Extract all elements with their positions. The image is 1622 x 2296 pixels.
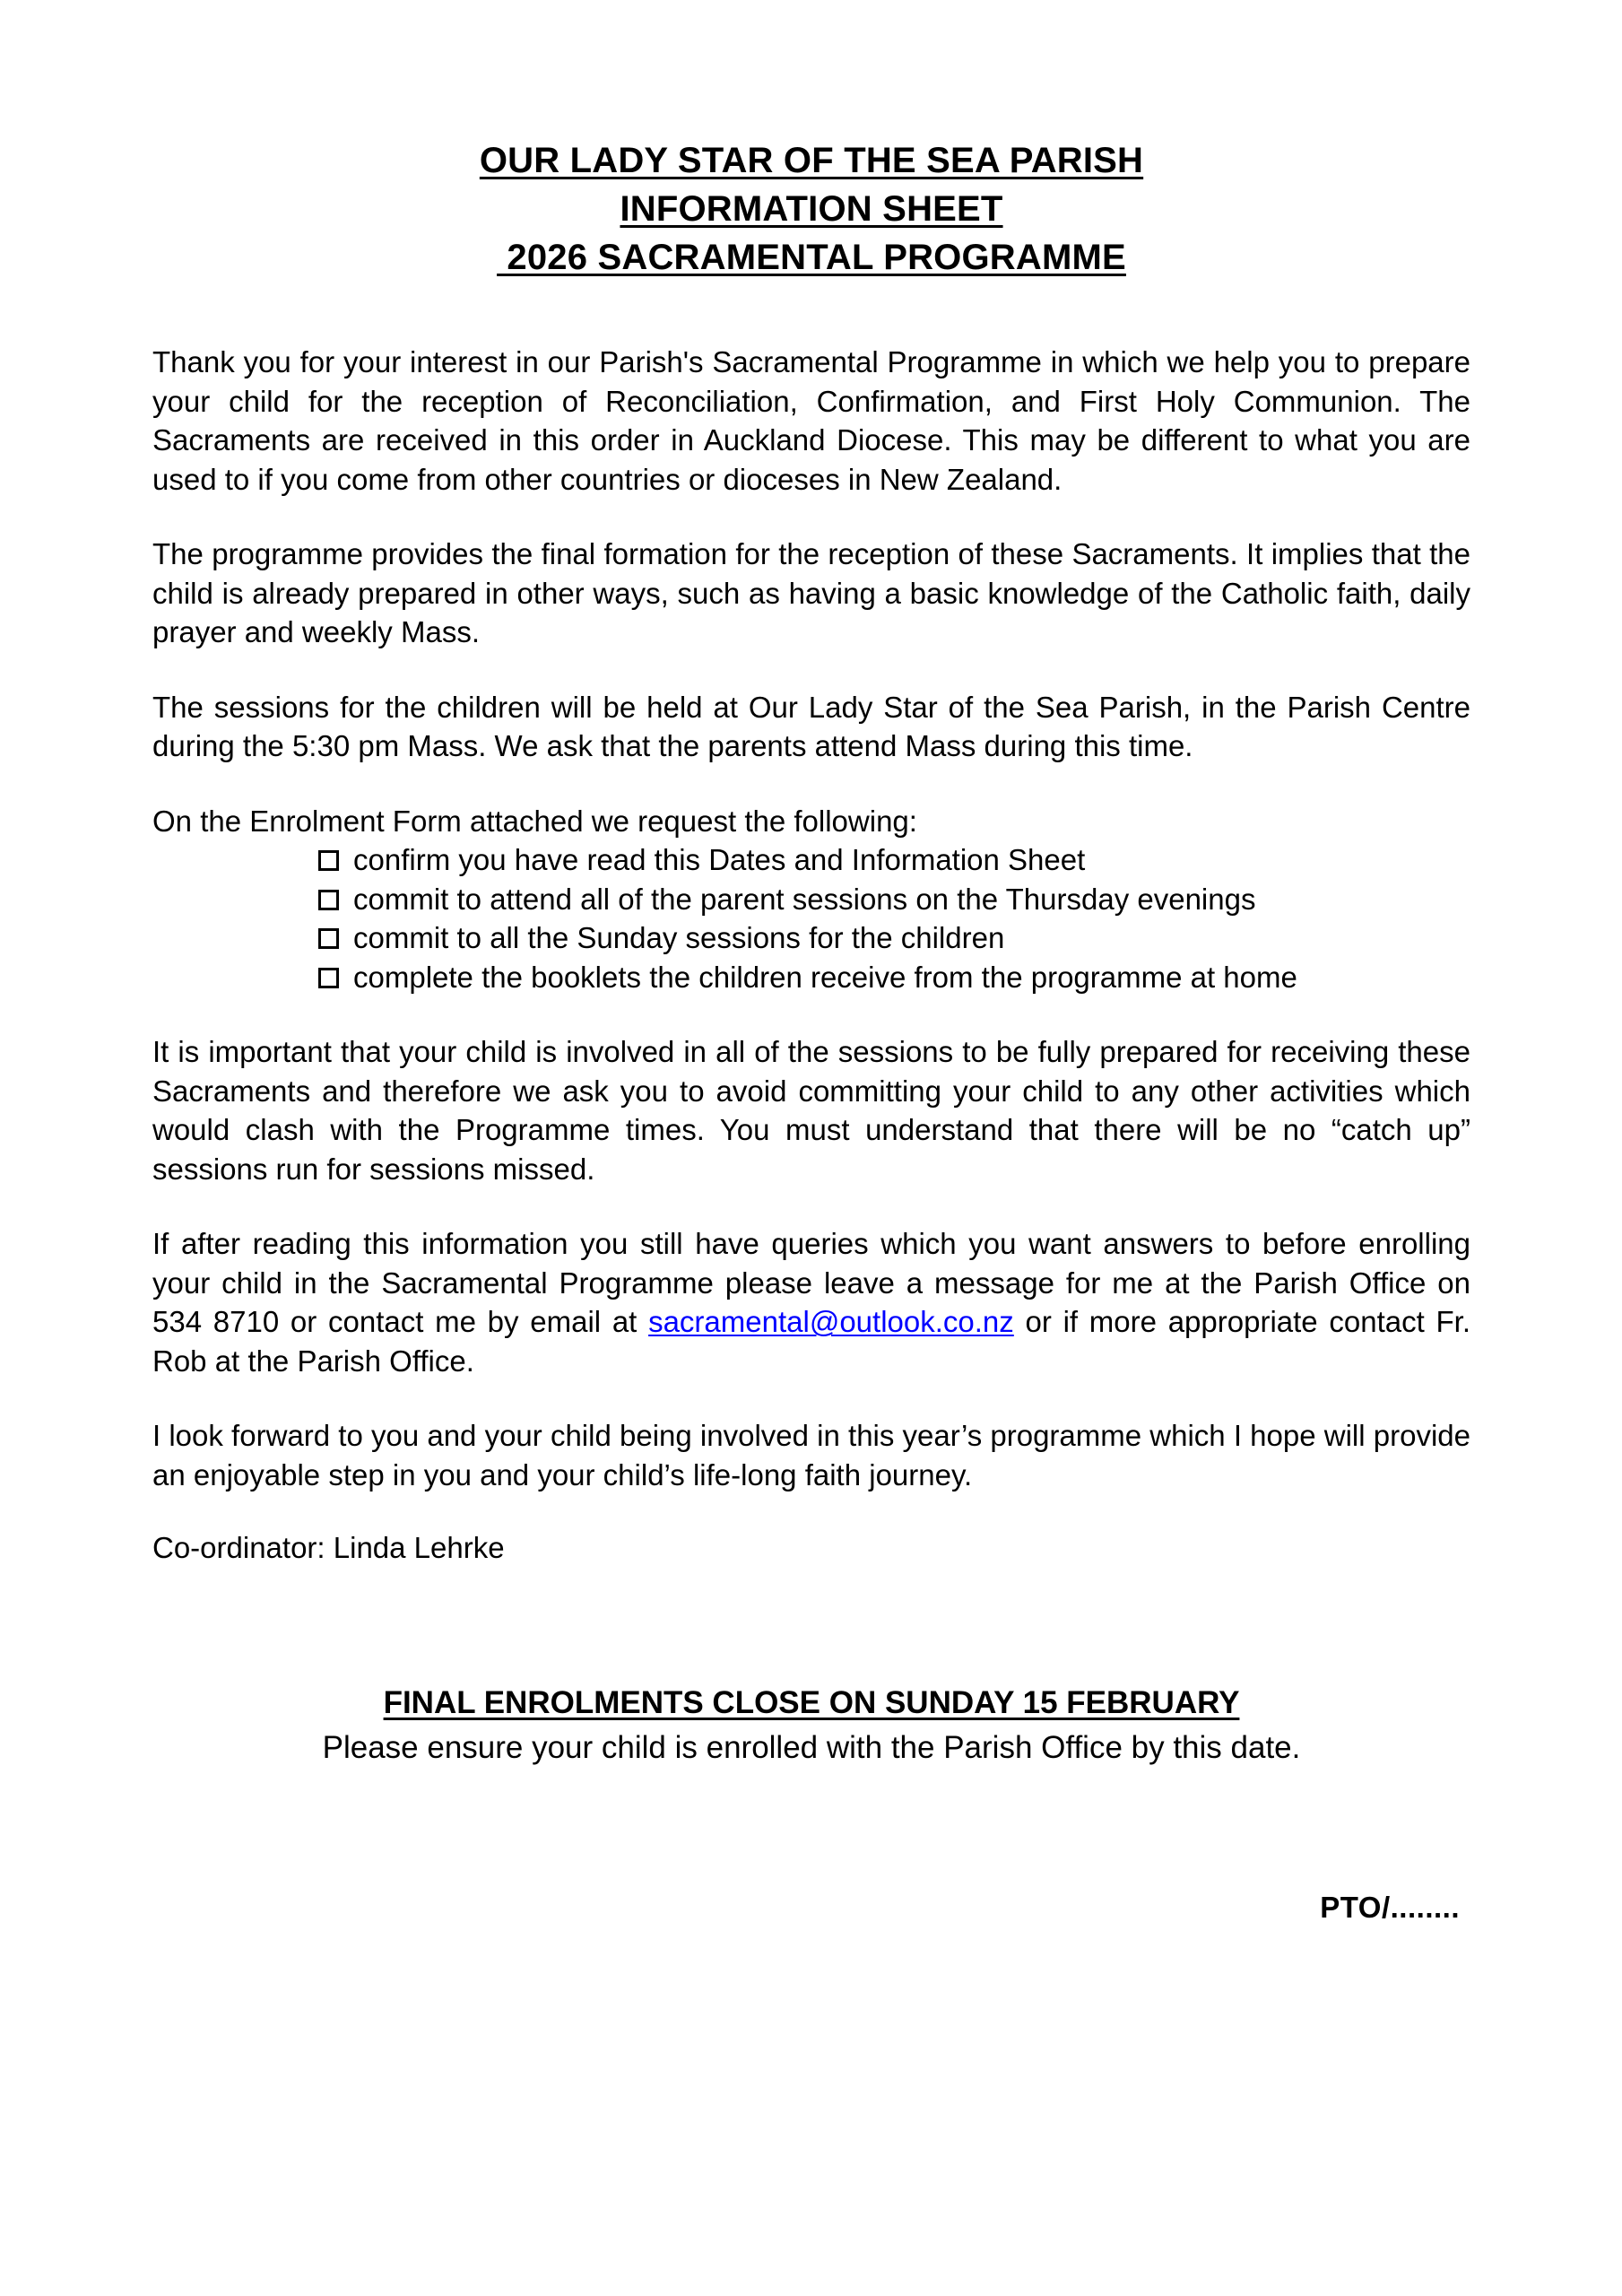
pto-label: PTO/........ <box>1320 1890 1460 1924</box>
checklist-item-label: commit to all the Sunday sessions for the children <box>353 921 1005 954</box>
checklist-item-label: complete the booklets the children receive from the programme at home <box>353 960 1297 994</box>
title-line-2 <box>152 185 1470 233</box>
document-title <box>152 0 1470 282</box>
notice-heading-wrap <box>152 1683 1470 1724</box>
paragraph-intro: Thank you for your interest in our Parish's Sacramental Programme in which we help you to prepare your child for the reception of Reconciliation, Confirmation, and First Holy Communion. The Sacraments are received in this order in Auckland Diocese. This may be different to what you are used to if you come from other countries or dioceses in New Zealand. <box>152 345 1470 496</box>
checkbox-icon[interactable] <box>318 850 339 871</box>
checklist-item <box>152 958 1470 997</box>
checkbox-icon[interactable] <box>318 968 339 988</box>
paragraph-formation: The programme provides the final formation for the reception of these Sacraments. It implies that the child is already prepared in other ways, such as having a basic knowledge of the Catholic faith, daily prayer and weekly Mass. <box>152 537 1470 648</box>
paragraph-sessions: The sessions for the children will be held at Our Lady Star of the Sea Parish, in the Parish Centre during the 5:30 pm Mass. We ask that the parents attend Mass during this time. <box>152 690 1470 762</box>
coordinator-line: Co-ordinator: Linda Lehrke <box>152 1531 505 1564</box>
queries-text-before-email: If after reading this information you still have queries which you want answers to before enrolling your child in the Sacramental Programme please leave a message for me at the Parish Office on 534 8710 or contact me by email at <box>152 1227 1470 1338</box>
paragraph-enrolment-intro: On the Enrolment Form attached we request the following: <box>152 804 917 838</box>
notice-heading: FINAL ENROLMENTS CLOSE ON SUNDAY 15 FEBRUARY <box>383 1684 1240 1720</box>
page-footer <box>152 1891 1470 1925</box>
title-line-1 <box>152 136 1470 185</box>
title-line-1-text: OUR LADY STAR OF THE SEA PARISH <box>479 141 1144 180</box>
paragraph-queries <box>152 1224 1470 1380</box>
queries-text-after-email: or if more appropriate contact Fr. Rob at the Parish Office. <box>152 1305 1470 1378</box>
enrolment-checklist <box>152 840 1470 996</box>
checklist-item <box>152 840 1470 880</box>
title-line-3-text: 2026 SACRAMENTAL PROGRAMME <box>497 238 1126 277</box>
checkbox-icon[interactable] <box>318 890 339 910</box>
paragraph-closing: I look forward to you and your child being involved in this year’s programme which I hope will provide an enjoyable step in you and your child’s life-long faith journey. <box>152 1419 1470 1492</box>
document-content <box>152 0 1470 1925</box>
checklist-item <box>152 880 1470 919</box>
notice-subtext: Please ensure your child is enrolled with the Parish Office by this date. <box>322 1729 1301 1765</box>
email-link[interactable]: sacramental@outlook.co.nz <box>648 1305 1014 1338</box>
title-line-2-text: INFORMATION SHEET <box>620 189 1003 229</box>
paragraph-importance: It is important that your child is involved in all of the sessions to be fully prepared for receiving these Sacraments and therefore we ask you to avoid committing your child to any other activities which would clash with the Programme times. You must understand that there will be no “catch up” sessions run for sessions missed. <box>152 1035 1470 1186</box>
checklist-item <box>152 918 1470 958</box>
checklist-item-label: commit to attend all of the parent sessions on the Thursday evenings <box>353 882 1256 916</box>
checkbox-icon[interactable] <box>318 928 339 949</box>
checklist-item-label: confirm you have read this Dates and Information Sheet <box>353 843 1086 876</box>
final-enrolment-notice <box>152 1683 1470 1769</box>
title-line-3 <box>152 233 1470 282</box>
